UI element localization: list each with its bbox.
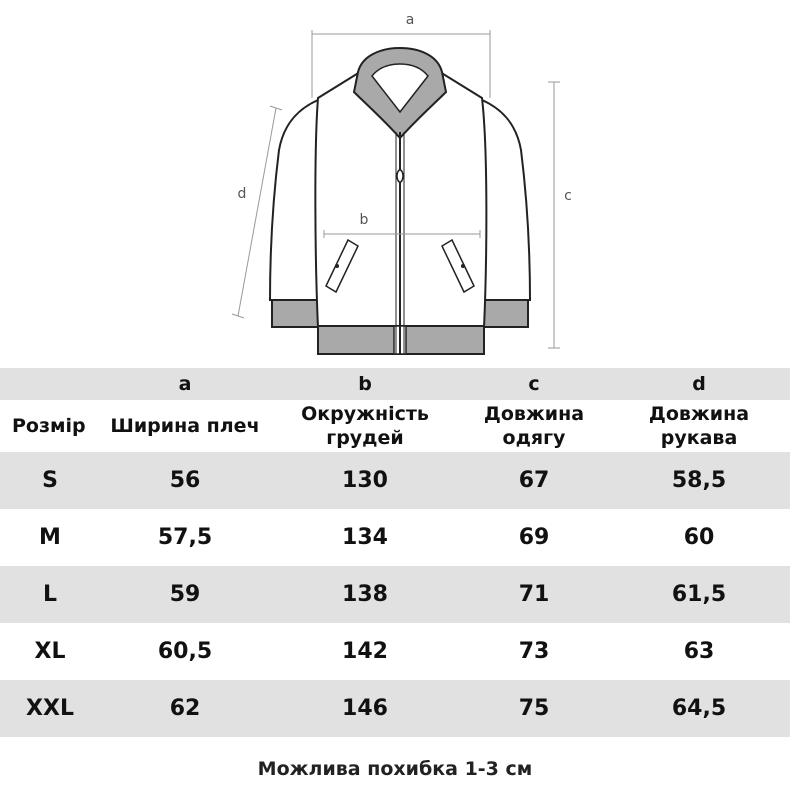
value-c: 69 — [518, 525, 550, 550]
size-cell: L — [42, 582, 58, 607]
column-letter-d: d — [692, 373, 706, 395]
jacket-measurement-diagram — [0, 0, 790, 368]
size-table — [0, 368, 790, 737]
value-d: 60 — [683, 525, 715, 550]
column-letters-row — [0, 368, 790, 400]
table-row — [0, 566, 790, 623]
dimension-d-label: d — [237, 186, 247, 202]
size-column-header — [0, 414, 100, 438]
size-cell: XL — [34, 639, 66, 664]
table-row — [0, 452, 790, 509]
column-header-chest: Окружність грудей — [301, 403, 429, 449]
value-b: 138 — [342, 582, 388, 607]
dimension-a-label: a — [405, 12, 415, 28]
size-cell: XXL — [26, 696, 74, 721]
column-letter-a: a — [178, 373, 192, 395]
tolerance-note: Можлива похибка 1-3 см — [257, 758, 533, 780]
value-a: 59 — [169, 582, 201, 607]
size-cell: M — [39, 525, 61, 550]
table-row — [0, 623, 790, 680]
column-header-shoulder-width: Ширина плеч — [110, 415, 260, 437]
table-row — [0, 680, 790, 737]
value-d: 58,5 — [671, 468, 727, 493]
value-c: 67 — [518, 468, 550, 493]
dimension-c-label: c — [564, 188, 572, 204]
value-b: 146 — [342, 696, 388, 721]
value-a: 60,5 — [157, 639, 213, 664]
value-d: 64,5 — [671, 696, 727, 721]
value-b: 130 — [342, 468, 388, 493]
column-names-row — [0, 400, 790, 452]
dimension-c — [548, 82, 572, 348]
column-letter-b: b — [358, 373, 372, 395]
value-c: 75 — [518, 696, 550, 721]
value-a: 56 — [169, 468, 201, 493]
value-b: 134 — [342, 525, 388, 550]
value-d: 61,5 — [671, 582, 727, 607]
value-c: 71 — [518, 582, 550, 607]
column-header-length: Довжина одягу — [483, 403, 585, 449]
column-header-sleeve: Довжина рукава — [648, 403, 750, 449]
left-sleeve — [270, 100, 322, 327]
size-cell: S — [42, 468, 58, 493]
value-a: 62 — [169, 696, 201, 721]
size-header-label: Розмір — [12, 415, 86, 437]
value-d: 63 — [683, 639, 715, 664]
value-c: 73 — [518, 639, 550, 664]
value-a: 57,5 — [157, 525, 213, 550]
dimension-b-label: b — [359, 212, 369, 228]
value-b: 142 — [342, 639, 388, 664]
table-row — [0, 509, 790, 566]
column-letter-c: c — [528, 373, 540, 395]
